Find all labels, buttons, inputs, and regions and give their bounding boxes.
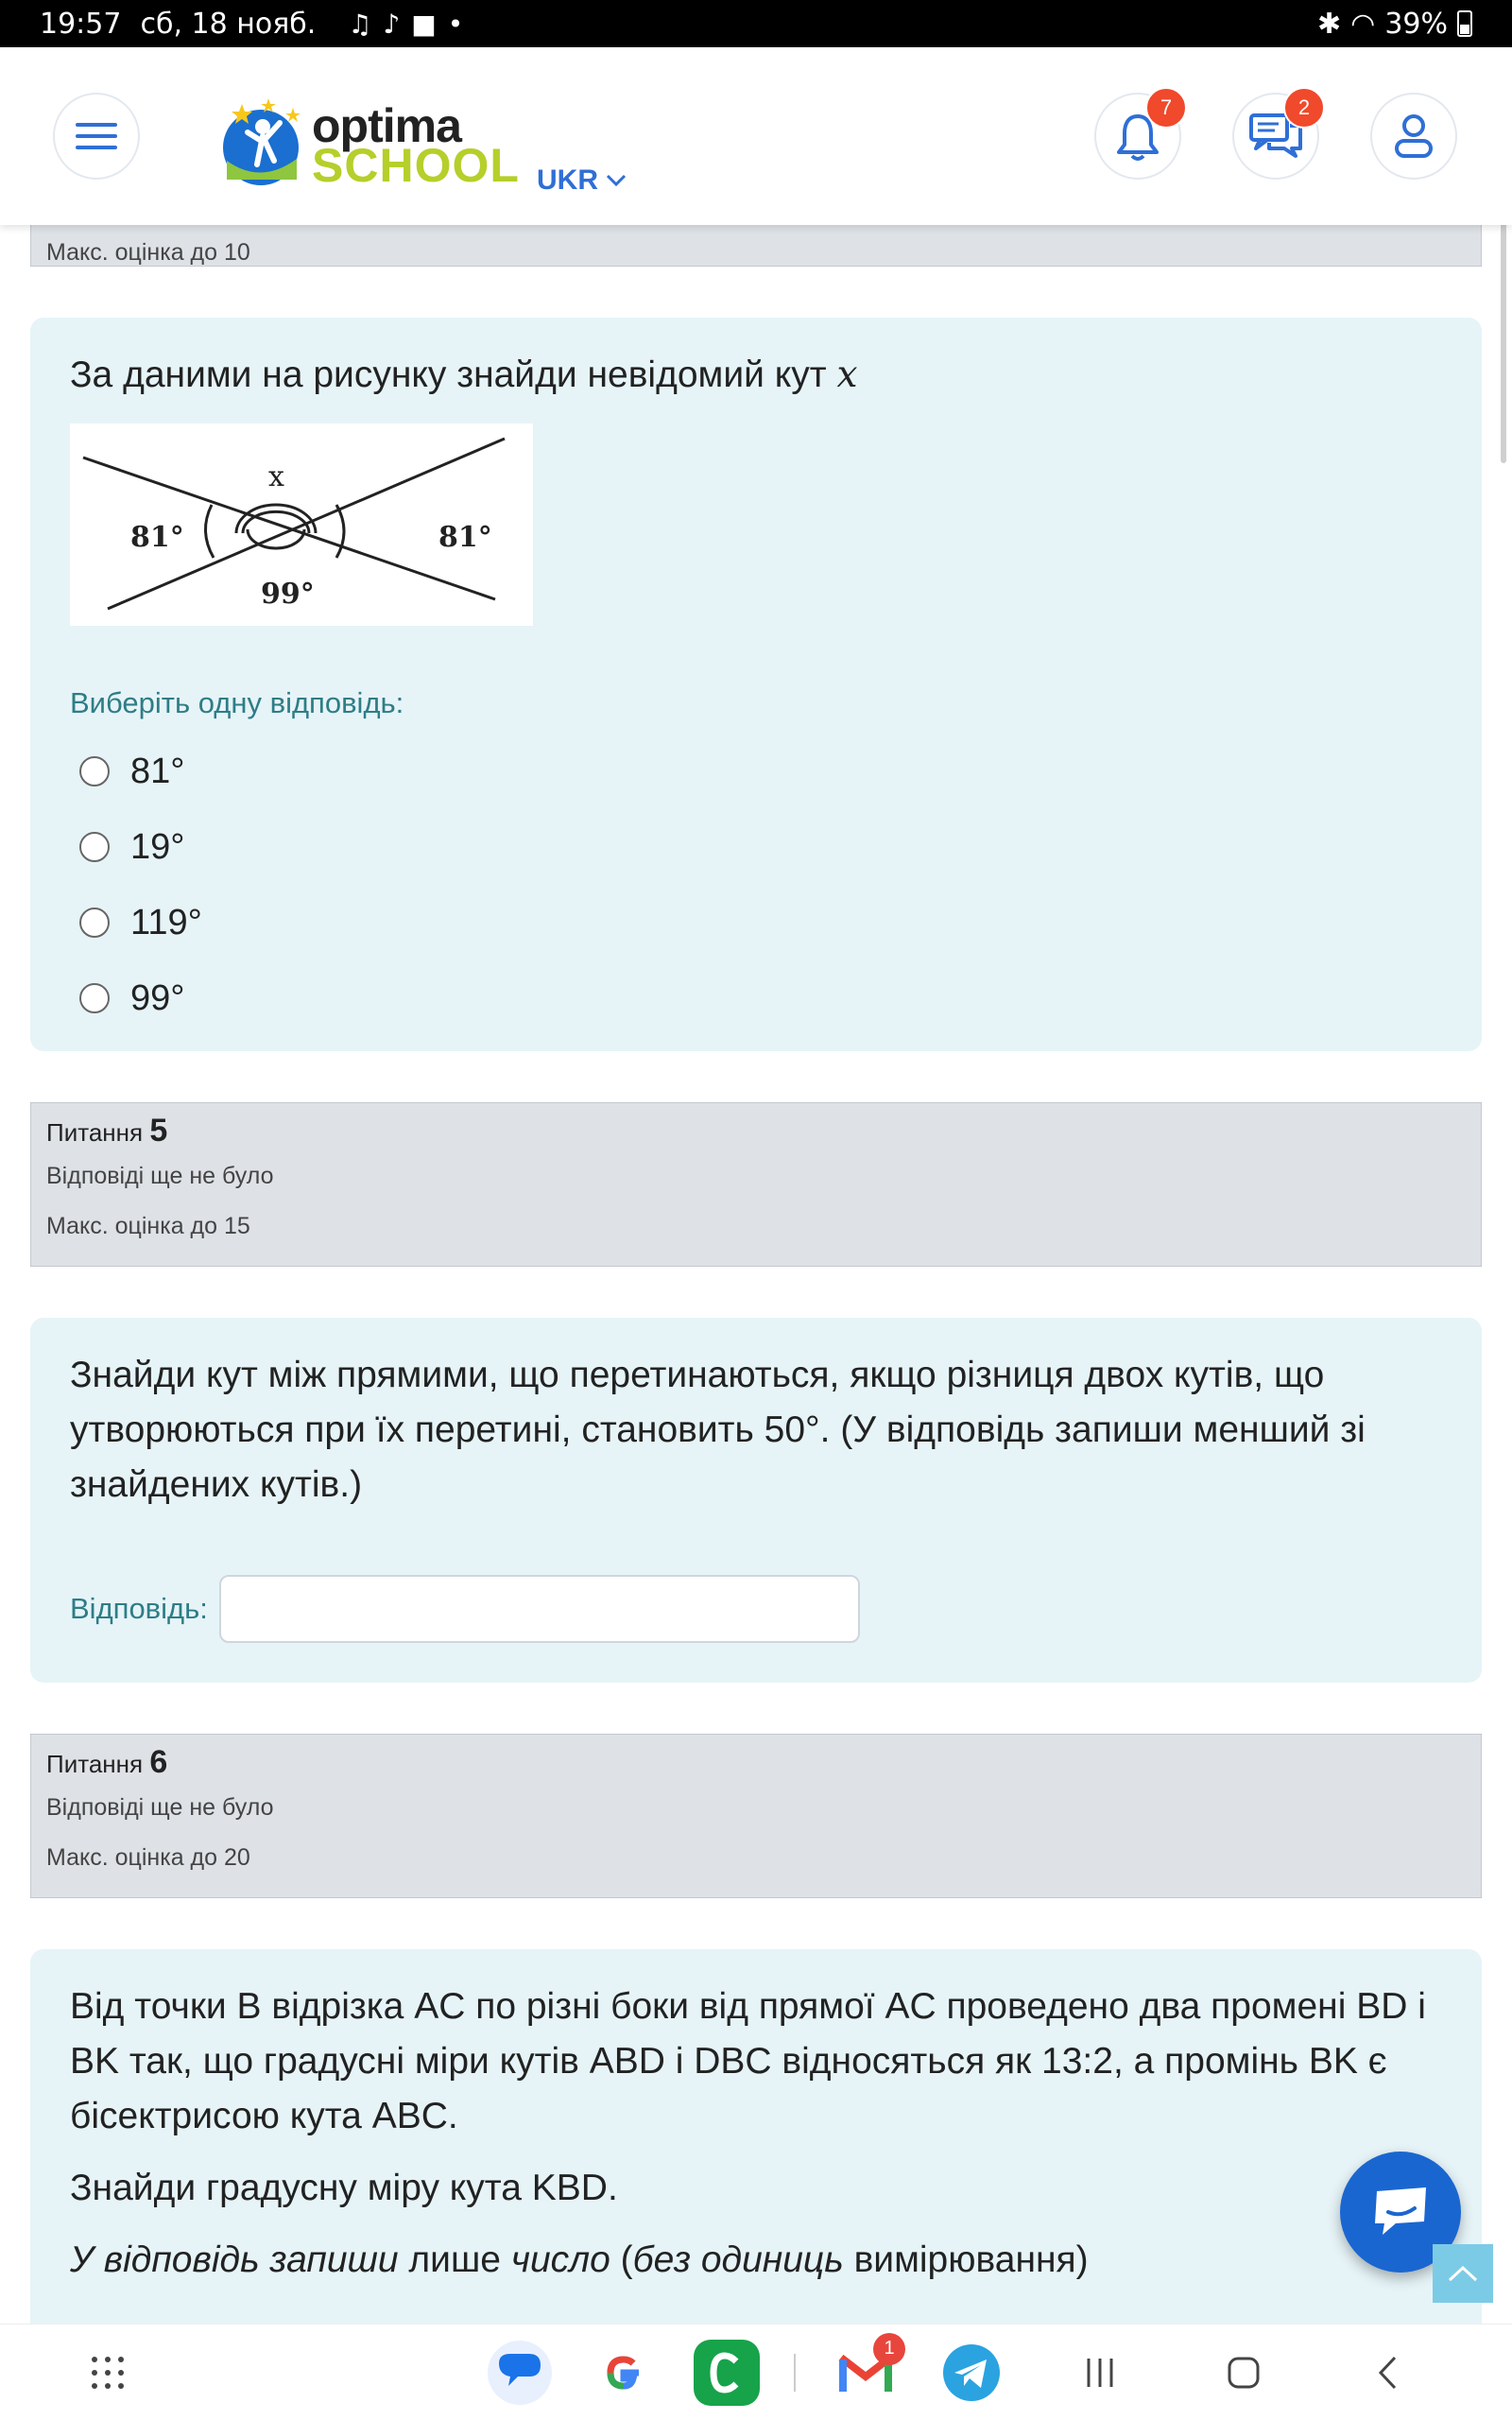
figure-label-x: x <box>268 460 284 493</box>
messages-button[interactable] <box>1232 93 1319 180</box>
dock-separator <box>794 2354 796 2392</box>
app-drawer-button[interactable] <box>91 2356 125 2390</box>
messages-app-icon <box>486 2339 554 2407</box>
angle-diagram <box>70 424 533 626</box>
text-fragment: лише <box>398 2239 511 2280</box>
max-grade: Макс. оцінка до 15 <box>46 1213 250 1239</box>
music-note-icon: ♫ <box>348 8 372 40</box>
question-text: Знайди кут між прямими, що перетинаються, якщо різниця двох кутів, що утворюються при їх перетині, становить 50°. (У відповідь запиши менший зі знайдених кутів.) <box>70 1355 1366 1505</box>
text-fragment: вимірювання) <box>843 2239 1089 2280</box>
question-text <box>70 1979 1442 2288</box>
status-bar <box>0 0 1512 47</box>
site-header <box>0 47 1512 225</box>
question-paragraph-2: Знайди градусну міру кута KBD. <box>70 2168 618 2208</box>
answer-label: Відповідь: <box>70 1592 208 1625</box>
dot-icon: • <box>447 8 464 40</box>
question-card-6 <box>30 1949 1482 2346</box>
notifications-button[interactable] <box>1094 93 1181 180</box>
dock-classtime-app[interactable] <box>694 2340 760 2406</box>
status-date: сб, 18 нояб. <box>140 7 317 41</box>
question-card-4 <box>30 318 1482 1051</box>
answer-input[interactable] <box>219 1575 860 1643</box>
logo-text-optima: optima <box>312 99 461 152</box>
option-label: 81° <box>130 751 185 791</box>
language-label: UKR <box>537 164 598 196</box>
question-info-6 <box>30 1734 1482 1898</box>
answer-status: Відповіді ще не було <box>46 1163 274 1189</box>
question-variable: x <box>836 354 858 396</box>
chevron-down-icon <box>606 174 627 187</box>
back-icon <box>1376 2355 1399 2391</box>
bluetooth-icon: ✱ <box>1316 7 1342 41</box>
status-time: 19:57 <box>40 7 122 41</box>
answer-options <box>70 734 1442 1036</box>
scroll-to-top-button[interactable] <box>1433 2244 1493 2303</box>
text-fragment: У відповідь запиши <box>70 2239 399 2280</box>
question-number <box>46 1113 1466 1150</box>
home-button[interactable] <box>1227 2356 1261 2390</box>
gmail-badge: 1 <box>873 2333 905 2365</box>
question-num: 5 <box>149 1113 168 1149</box>
chevron-up-icon <box>1447 2264 1479 2283</box>
radio-button[interactable] <box>79 832 110 862</box>
logo-text-school: SCHOOL <box>312 139 520 192</box>
text-fragment: число <box>510 2239 610 2280</box>
answer-prompt: Виберіть одну відповідь: <box>70 686 404 719</box>
messages-badge: 2 <box>1283 87 1325 129</box>
radio-button[interactable] <box>79 983 110 1013</box>
option-label: 119° <box>130 902 202 942</box>
figure-label-left: 81° <box>130 521 184 554</box>
dock-google-app[interactable] <box>590 2339 658 2407</box>
question-figure <box>70 424 533 626</box>
question-card-5 <box>30 1318 1482 1683</box>
option-3[interactable] <box>70 885 1442 960</box>
notifications-badge: 7 <box>1145 87 1187 129</box>
profile-button[interactable] <box>1370 93 1457 180</box>
battery-icon <box>1457 10 1472 37</box>
language-selector[interactable] <box>537 164 627 197</box>
grid-dots-icon <box>91 2356 125 2390</box>
dock-gmail-app[interactable] <box>832 2339 900 2407</box>
question-label: Питання <box>46 1118 144 1147</box>
question-paragraph-3 <box>70 2233 1442 2288</box>
question-paragraph-1: Від точки B відрізка AC по різні боки від прямої AC проведено два промені BD і BK так, що градусні міри кутів ABD і DBC відносяться як 13:2, а промінь BK є бісектрисою кута ABC. <box>70 1986 1426 2136</box>
max-grade: Макс. оцінка до 10 <box>46 239 250 266</box>
hamburger-icon <box>76 115 117 157</box>
max-grade: Макс. оцінка до 20 <box>46 1844 250 1871</box>
back-button[interactable] <box>1376 2355 1399 2391</box>
text-fragment: ( <box>610 2239 633 2280</box>
option-4[interactable] <box>70 960 1442 1036</box>
recents-icon <box>1083 2357 1117 2389</box>
wifi-icon: ◠ <box>1350 7 1376 41</box>
scrollbar[interactable] <box>1501 208 1506 463</box>
option-label: 99° <box>130 977 185 1018</box>
video-icon: ■ <box>411 8 437 40</box>
option-1[interactable] <box>70 734 1442 809</box>
battery-level: 39% <box>1384 7 1448 41</box>
text-fragment: без одиниць <box>632 2239 844 2280</box>
figure-label-bottom: 99° <box>261 578 315 611</box>
option-label: 19° <box>130 826 185 867</box>
site-logo[interactable] <box>214 95 520 192</box>
option-2[interactable] <box>70 809 1442 885</box>
notification-icons <box>348 9 463 40</box>
radio-button[interactable] <box>79 756 110 786</box>
question-info-5 <box>30 1102 1482 1267</box>
home-icon <box>1227 2356 1261 2390</box>
figure-label-right: 81° <box>438 521 492 554</box>
question-text <box>70 348 1442 403</box>
dock-messages-app[interactable] <box>486 2339 554 2407</box>
classtime-icon <box>694 2340 760 2406</box>
question-num: 6 <box>149 1744 168 1780</box>
answer-status: Відповіді ще не було <box>46 1794 274 1821</box>
telegram-icon <box>937 2339 1005 2407</box>
user-icon <box>1393 112 1435 160</box>
question-number <box>46 1744 1466 1781</box>
recent-apps-button[interactable] <box>1083 2357 1117 2389</box>
menu-button[interactable] <box>53 93 140 180</box>
question-text-main: За даними на рисунку знайди невідомий кут <box>70 354 837 395</box>
google-icon <box>590 2339 658 2407</box>
radio-button[interactable] <box>79 908 110 938</box>
logo-emblem-icon <box>214 95 318 189</box>
answer-row <box>70 1575 1442 1643</box>
chat-icon <box>1367 2184 1434 2240</box>
tiktok-icon: ♪ <box>383 8 401 40</box>
android-nav-bar <box>0 2324 1512 2420</box>
dock-telegram-app[interactable] <box>937 2339 1005 2407</box>
question-label: Питання <box>46 1750 144 1778</box>
